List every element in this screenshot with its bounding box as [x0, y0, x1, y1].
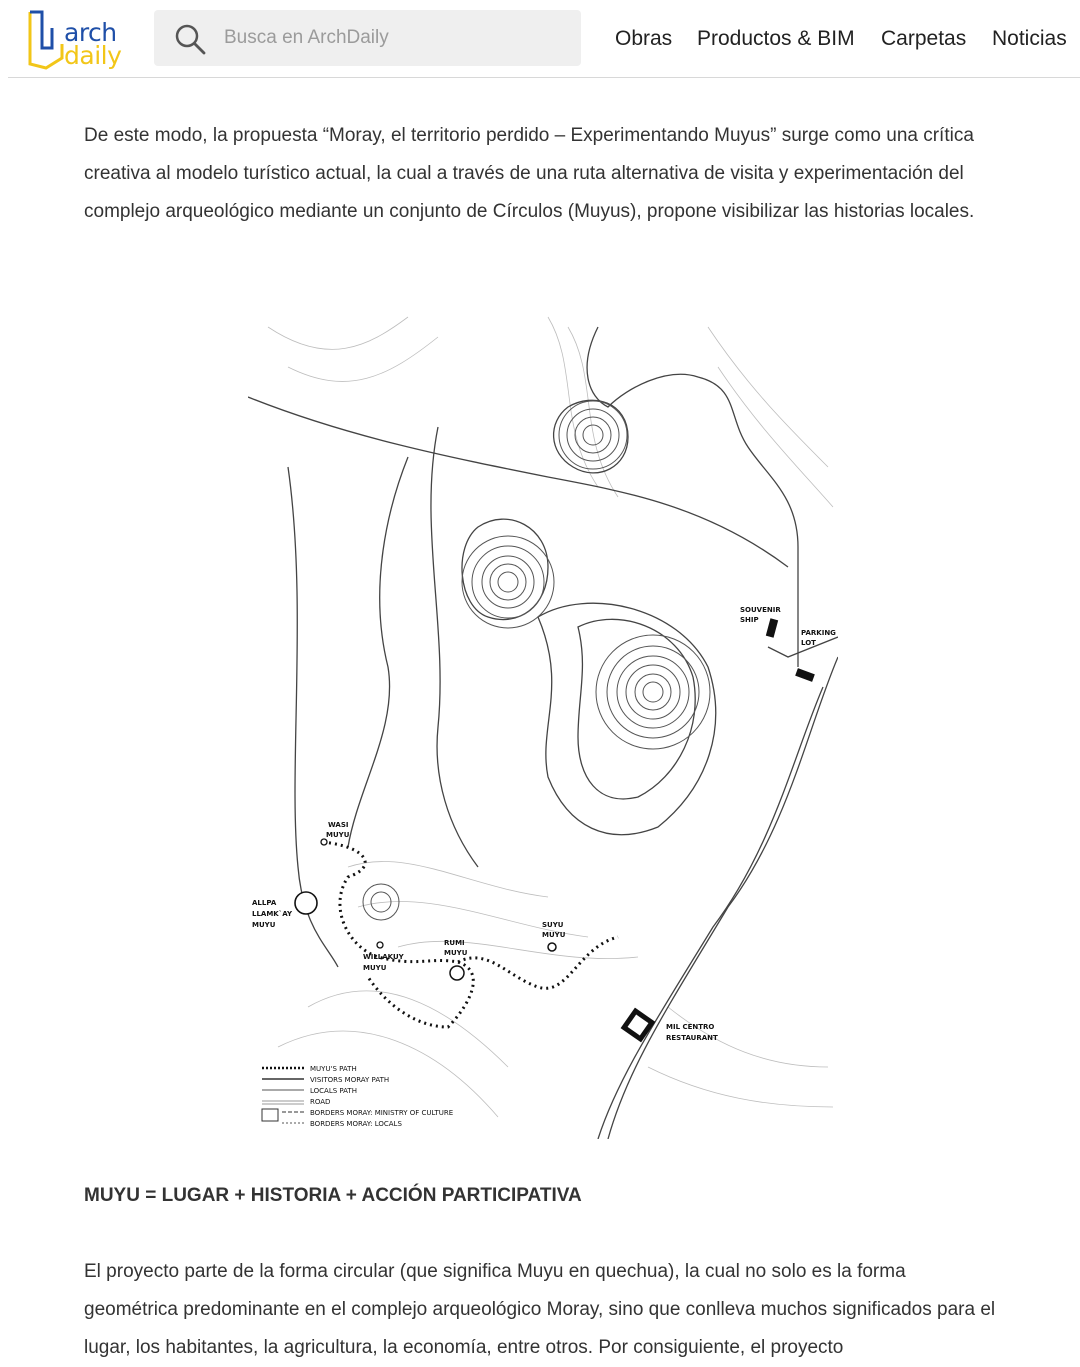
svg-text:ROAD: ROAD: [310, 1098, 331, 1106]
article-paragraph: De este modo, la propuesta “Moray, el territorio perdido – Experimentando Muyus” surge como una crítica creativa al modelo turístico actual, la cual a través de una ruta alternativa de visita y experimentación del complejo arqueológico mediante un conjunto de Círculos (Muyus), propone visibilizar las historias locales.: [84, 125, 975, 222]
parking-building: [795, 668, 815, 682]
svg-text:SOUVENIR: SOUVENIR: [740, 606, 781, 614]
willakuy-muyu-marker: [377, 942, 383, 948]
suyu-muyu-marker: [548, 943, 556, 951]
svg-text:WASI: WASI: [328, 821, 349, 829]
concentric-circles: [363, 401, 710, 920]
map-legend: [262, 1065, 453, 1128]
svg-text:LOCALS PATH: LOCALS PATH: [310, 1087, 357, 1095]
svg-text:RUMI: RUMI: [444, 939, 465, 947]
article-subheading: MUYU = LUGAR + HISTORIA + ACCIÓN PARTICIPATIVA: [84, 1185, 582, 1206]
nav-item-obras[interactable]: Obras: [615, 27, 673, 50]
nav-item-noticias[interactable]: Noticias: [992, 27, 1067, 50]
svg-text:PARKING: PARKING: [801, 629, 836, 637]
svg-text:LLAMK`AY: LLAMK`AY: [252, 910, 293, 918]
archdaily-logo[interactable]: [26, 8, 126, 70]
svg-text:MUYU: MUYU: [363, 964, 387, 972]
article-paragraph: El proyecto parte de la forma circular (que significa Muyu en quechua), la cual no solo es la forma geométrica predominante en el complejo arqueológico Moray, sino que conlleva muchos significados para el lugar, los habitantes, la agricultura, la economía, entre otros. Por consiguiente, el proyecto: [84, 1261, 996, 1358]
souvenir-building: [766, 618, 778, 637]
site-plan-drawing: [248, 307, 838, 1139]
wasi-muyu-marker: [321, 839, 327, 845]
search-bar[interactable]: [154, 10, 581, 66]
contour-lines: [268, 317, 833, 1117]
terrain-outlines: [248, 327, 838, 1139]
svg-text:MUYU'S PATH: MUYU'S PATH: [310, 1065, 357, 1073]
nav-item-carpetas[interactable]: Carpetas: [881, 27, 967, 50]
site-header: [0, 0, 1080, 78]
archdaily-logo-icon: [26, 8, 66, 70]
map-labels: [252, 606, 836, 1042]
svg-text:MUYU: MUYU: [542, 931, 566, 939]
site-plan-image[interactable]: [248, 307, 838, 1139]
nav-item-productos-bim[interactable]: Productos & BIM: [697, 27, 855, 50]
svg-text:MIL CENTRO: MIL CENTRO: [666, 1023, 715, 1031]
allpa-muyu-marker: [295, 892, 317, 914]
svg-text:MUYU: MUYU: [444, 949, 468, 957]
svg-text:SUYU: SUYU: [542, 921, 564, 929]
search-input[interactable]: [224, 10, 564, 66]
svg-text:ALLPA: ALLPA: [252, 899, 277, 907]
svg-text:VISITORS MORAY PATH: VISITORS MORAY PATH: [310, 1076, 390, 1084]
svg-text:BORDERS MORAY: LOCALS: BORDERS MORAY: LOCALS: [310, 1120, 402, 1128]
logo-daily-text: daily: [64, 41, 122, 70]
svg-text:WILLAKUY: WILLAKUY: [363, 953, 404, 961]
search-icon[interactable]: [174, 23, 206, 55]
rumi-muyu-marker: [450, 966, 464, 980]
svg-text:MUYU: MUYU: [252, 921, 276, 929]
svg-text:RESTAURANT: RESTAURANT: [666, 1034, 718, 1042]
svg-text:LOT: LOT: [801, 639, 816, 647]
header-divider: [8, 77, 1080, 78]
muyus-path: [323, 842, 473, 1027]
svg-text:MUYU: MUYU: [326, 831, 350, 839]
svg-text:SHIP: SHIP: [740, 616, 759, 624]
svg-text:BORDERS MORAY: MINISTRY OF CUL: BORDERS MORAY: MINISTRY OF CULTURE: [310, 1109, 454, 1117]
logo-arch-text: arch: [64, 18, 117, 47]
